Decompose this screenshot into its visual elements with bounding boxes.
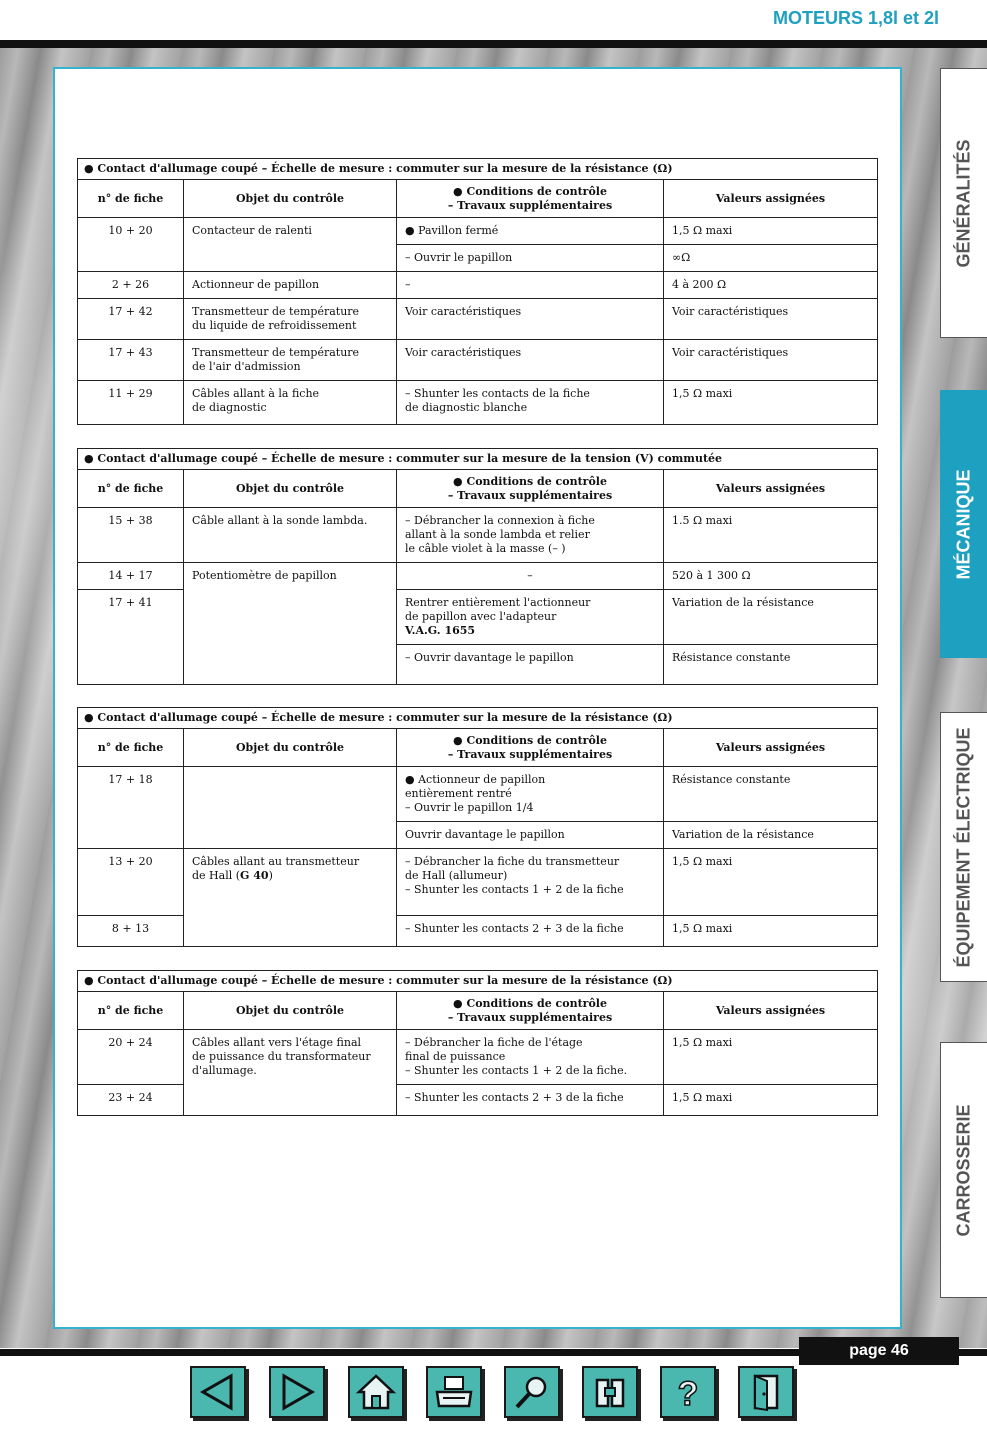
- objet-cell: [184, 849, 397, 947]
- condition-cell: – Shunter les contacts 2 + 3 de la fiche: [397, 1085, 664, 1116]
- fiche-cell: 20 + 24: [78, 1030, 184, 1085]
- fiche-cell: 13 + 20: [78, 849, 184, 916]
- header-objet: Objet du contrôle: [184, 992, 397, 1030]
- condition-cell: Ouvrir davantage le papillon: [397, 822, 664, 849]
- table-row: [78, 563, 878, 590]
- table-caption: ● Contact d'allumage coupé – Échelle de mesure : commuter sur la mesure de la tension (V) commutée: [78, 449, 878, 470]
- adapter-reference: V.A.G. 1655: [405, 624, 476, 637]
- svg-text:?: ?: [677, 1375, 699, 1412]
- condition-cell: [397, 590, 664, 645]
- value-cell: 1.5 Ω maxi: [664, 508, 878, 563]
- value-cell: 1,5 Ω maxi: [664, 849, 878, 916]
- help-icon: [667, 1372, 709, 1412]
- header-conditions: ● Conditions de contrôle – Travaux supplémentaires: [397, 992, 664, 1030]
- tab-carrosserie[interactable]: [940, 1042, 987, 1298]
- table-row: [78, 508, 878, 563]
- tension-table: [77, 448, 878, 685]
- header-conditions: ● Conditions de contrôle – Travaux supplémentaires: [397, 729, 664, 767]
- header-fiche: n° de fiche: [78, 729, 184, 767]
- objet-cell: Contacteur de ralenti: [184, 218, 397, 272]
- condition-cell: ● Actionneur de papillon entièrement rentré – Ouvrir le papillon 1/4: [397, 767, 664, 822]
- next-button[interactable]: [269, 1366, 325, 1418]
- table-row: [78, 1030, 878, 1085]
- header-fiche: n° de fiche: [78, 992, 184, 1030]
- condition-cell: – Débrancher la connexion à fiche allant à la sonde lambda et relier le câble violet à la masse (– ): [397, 508, 664, 563]
- fiche-cell: 17 + 42: [78, 299, 184, 340]
- component-reference: G 40: [240, 869, 269, 882]
- header-conditions: ● Conditions de contrôle – Travaux supplémentaires: [397, 470, 664, 508]
- table-caption: ● Contact d'allumage coupé – Échelle de mesure : commuter sur la mesure de la résistance (Ω): [78, 159, 878, 180]
- value-cell: 520 à 1 300 Ω: [664, 563, 878, 590]
- header-conditions: ● Conditions de contrôle – Travaux supplémentaires: [397, 180, 664, 218]
- table-row: [78, 218, 878, 245]
- condition-cell: – Débrancher la fiche de l'étage final de puissance – Shunter les contacts 1 + 2 de la fiche.: [397, 1030, 664, 1085]
- table-row: [78, 381, 878, 425]
- value-cell: Résistance constante: [664, 645, 878, 685]
- header-objet: Objet du contrôle: [184, 729, 397, 767]
- objet-text-end: ): [268, 869, 273, 882]
- header-objet: Objet du contrôle: [184, 180, 397, 218]
- header-fiche: n° de fiche: [78, 470, 184, 508]
- header-fiche: n° de fiche: [78, 180, 184, 218]
- value-cell: Variation de la résistance: [664, 822, 878, 849]
- index-icon: [589, 1372, 631, 1412]
- value-cell: Variation de la résistance: [664, 590, 878, 645]
- navigation-bar: [190, 1366, 800, 1420]
- objet-cell: Transmetteur de température de l'air d'admission: [184, 340, 397, 381]
- fiche-cell: 15 + 38: [78, 508, 184, 563]
- objet-cell: Actionneur de papillon: [184, 272, 397, 299]
- table-caption: ● Contact d'allumage coupé – Échelle de mesure : commuter sur la mesure de la résistance (Ω): [78, 971, 878, 992]
- top-divider-bar: [0, 40, 987, 48]
- fiche-cell: 2 + 26: [78, 272, 184, 299]
- condition-cell: – Shunter les contacts de la fiche de diagnostic blanche: [397, 381, 664, 425]
- tab-mecanique[interactable]: [940, 390, 987, 658]
- exit-icon: [745, 1372, 787, 1412]
- print-icon: [433, 1372, 475, 1412]
- value-cell: 4 à 200 Ω: [664, 272, 878, 299]
- value-cell: Résistance constante: [664, 767, 878, 822]
- table-row: [78, 340, 878, 381]
- value-cell: 1,5 Ω maxi: [664, 381, 878, 425]
- header-valeurs: Valeurs assignées: [664, 729, 878, 767]
- value-cell: ∞Ω: [664, 245, 878, 272]
- page-number: page 46: [799, 1337, 959, 1365]
- condition-text: Rentrer entièrement l'actionneur de papillon avec l'adapteur: [405, 596, 591, 623]
- table-row: [78, 272, 878, 299]
- objet-cell: Potentiomètre de papillon: [184, 563, 397, 685]
- value-cell: 1,5 Ω maxi: [664, 916, 878, 947]
- objet-text: Câbles allant au transmetteur de Hall (: [192, 855, 360, 882]
- condition-cell: – Ouvrir le papillon: [397, 245, 664, 272]
- tab-generalites-label: GÉNÉRALITÉS: [953, 138, 974, 268]
- table-row: [78, 299, 878, 340]
- condition-cell: ● Pavillon fermé: [397, 218, 664, 245]
- help-button[interactable]: [660, 1366, 716, 1418]
- tab-generalites[interactable]: [940, 68, 987, 338]
- table-row: [78, 849, 878, 916]
- document-header-title: MOTEURS 1,8l et 2l: [772, 8, 939, 28]
- fiche-cell: 17 + 41: [78, 590, 184, 685]
- index-button[interactable]: [582, 1366, 638, 1418]
- previous-button[interactable]: [190, 1366, 246, 1418]
- fiche-cell: 17 + 43: [78, 340, 184, 381]
- fiche-cell: 8 + 13: [78, 916, 184, 947]
- value-cell: 1,5 Ω maxi: [664, 1030, 878, 1085]
- objet-cell: Câble allant à la sonde lambda.: [184, 508, 397, 563]
- fiche-cell: 23 + 24: [78, 1085, 184, 1116]
- condition-cell: – Ouvrir davantage le papillon: [397, 645, 664, 685]
- tab-equipement-electrique-label: ÉQUIPEMENT ÉLECTRIQUE: [953, 726, 974, 968]
- resistance-table-2: [77, 707, 878, 947]
- condition-cell: Voir caractéristiques: [397, 299, 664, 340]
- resistance-table-3: [77, 970, 878, 1116]
- search-icon: [511, 1372, 553, 1412]
- condition-cell: – Shunter les contacts 2 + 3 de la fiche: [397, 916, 664, 947]
- header-valeurs: Valeurs assignées: [664, 992, 878, 1030]
- exit-button[interactable]: [738, 1366, 794, 1418]
- objet-cell: Câbles allant à la fiche de diagnostic: [184, 381, 397, 425]
- header-objet: Objet du contrôle: [184, 470, 397, 508]
- objet-cell: Transmetteur de température du liquide de refroidissement: [184, 299, 397, 340]
- tab-mecanique-label: MÉCANIQUE: [953, 468, 974, 580]
- objet-cell: Câbles allant vers l'étage final de puissance du transformateur d'allumage.: [184, 1030, 397, 1116]
- condition-cell: –: [397, 563, 664, 590]
- condition-cell: Voir caractéristiques: [397, 340, 664, 381]
- resistance-table-1: [77, 158, 878, 425]
- value-cell: Voir caractéristiques: [664, 340, 878, 381]
- previous-icon: [197, 1372, 239, 1412]
- next-icon: [276, 1372, 318, 1412]
- table-caption: ● Contact d'allumage coupé – Échelle de mesure : commuter sur la mesure de la résistance (Ω): [78, 708, 878, 729]
- search-button[interactable]: [504, 1366, 560, 1418]
- value-cell: 1,5 Ω maxi: [664, 218, 878, 245]
- fiche-cell: 14 + 17: [78, 563, 184, 590]
- fiche-cell: 10 + 20: [78, 218, 184, 272]
- fiche-cell: 11 + 29: [78, 381, 184, 425]
- condition-cell: –: [397, 272, 664, 299]
- tab-carrosserie-label: CARROSSERIE: [953, 1103, 974, 1237]
- home-button[interactable]: [348, 1366, 404, 1418]
- tab-equipement-electrique[interactable]: [940, 712, 987, 982]
- objet-cell: [184, 767, 397, 849]
- header-valeurs: Valeurs assignées: [664, 470, 878, 508]
- condition-cell: – Débrancher la fiche du transmetteur de Hall (allumeur) – Shunter les contacts 1 + 2 de la fiche: [397, 849, 664, 916]
- value-cell: Voir caractéristiques: [664, 299, 878, 340]
- header-valeurs: Valeurs assignées: [664, 180, 878, 218]
- value-cell: 1,5 Ω maxi: [664, 1085, 878, 1116]
- fiche-cell: 17 + 18: [78, 767, 184, 849]
- print-button[interactable]: [426, 1366, 482, 1418]
- home-icon: [355, 1372, 397, 1412]
- table-row: [78, 767, 878, 822]
